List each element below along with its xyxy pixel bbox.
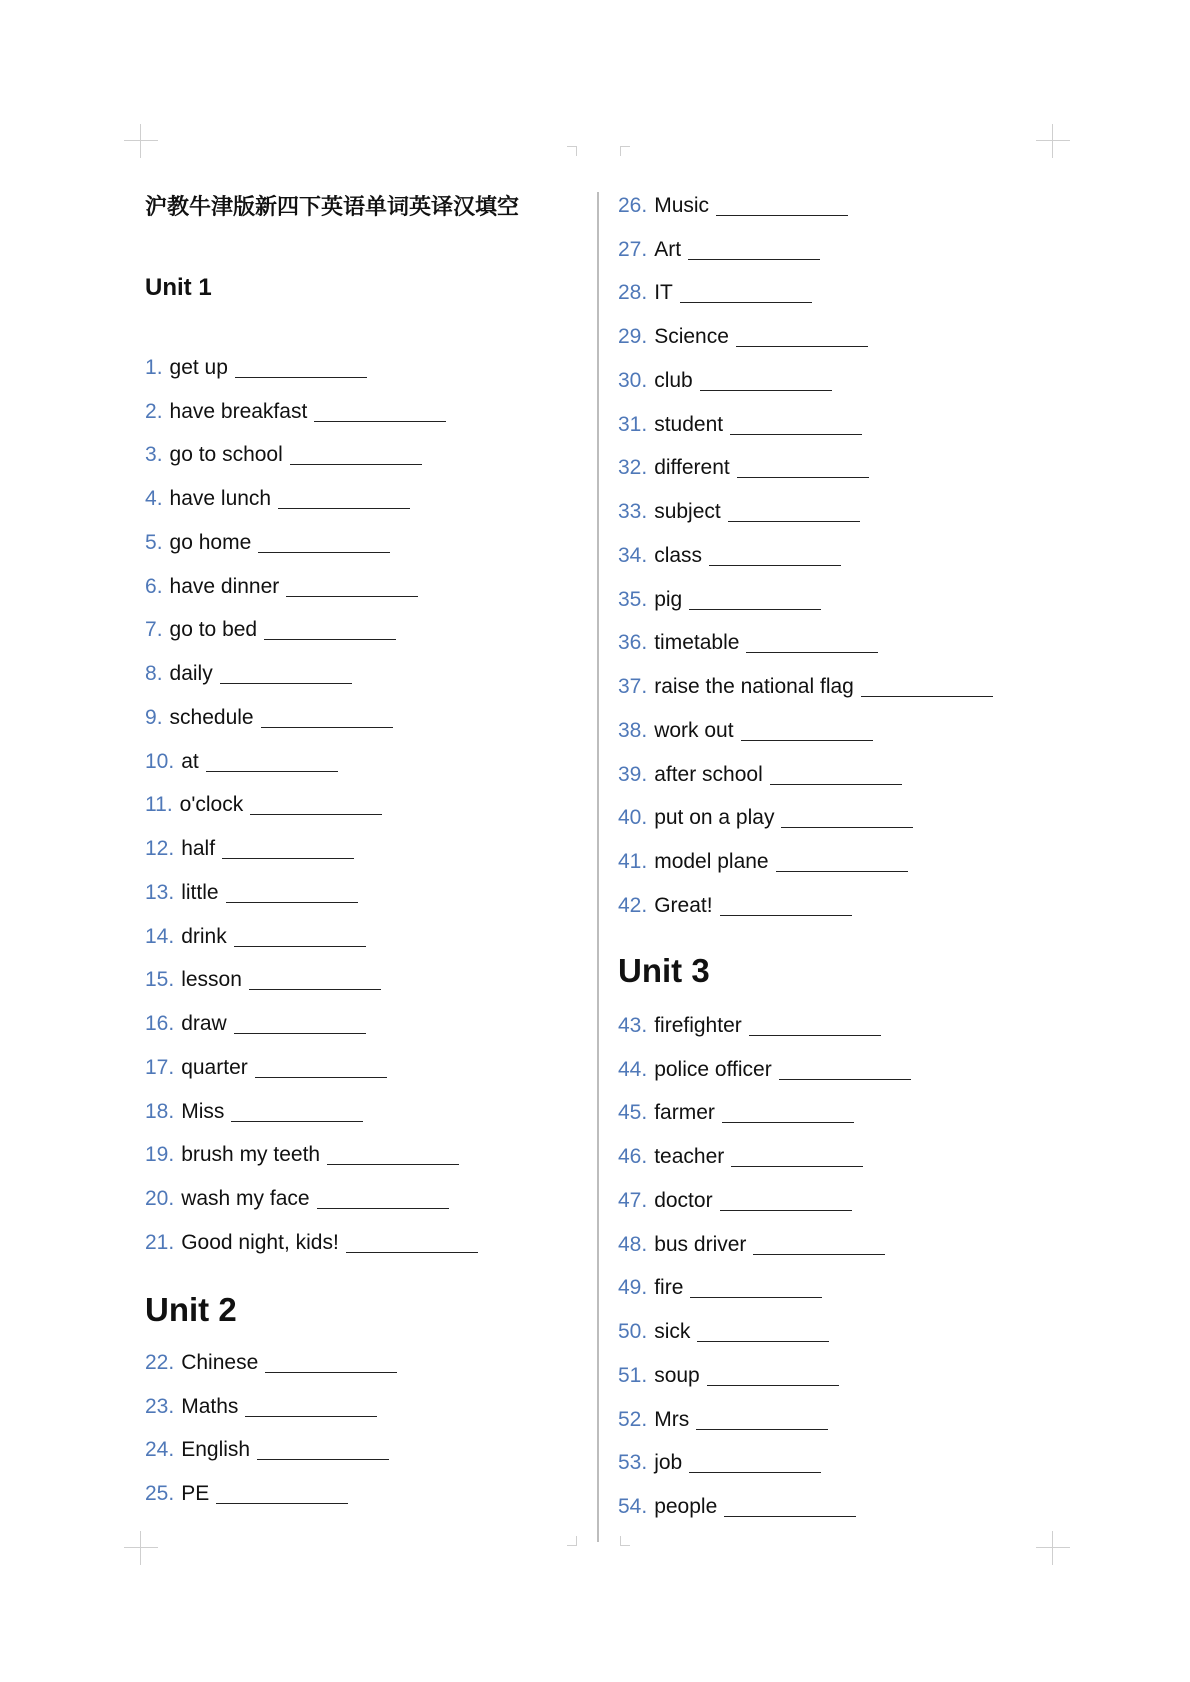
item-number: 21 (145, 1230, 169, 1254)
answer-blank[interactable] (779, 1060, 911, 1080)
vocab-word: Maths (181, 1394, 239, 1418)
item-number: 23 (145, 1394, 169, 1418)
item-number-dot: . (641, 762, 648, 786)
item-number: 2 (145, 399, 157, 423)
vocab-word: lesson (181, 968, 242, 992)
answer-blank[interactable] (697, 1322, 829, 1342)
vocab-item (618, 1442, 911, 1486)
vocab-word: half (181, 837, 216, 861)
vocab-item (145, 827, 478, 871)
item-number-dot: . (641, 456, 648, 480)
vocab-item (145, 1177, 478, 1221)
crop-mark-bottom-right (1036, 1531, 1070, 1565)
answer-blank[interactable] (226, 883, 358, 903)
answer-blank[interactable] (781, 808, 913, 828)
item-number-dot: . (641, 893, 648, 917)
item-number-dot: . (641, 1188, 648, 1212)
answer-blank[interactable] (265, 1353, 397, 1373)
item-number: 27 (618, 237, 642, 261)
vocab-word: bus driver (654, 1232, 747, 1256)
item-number: 26 (618, 193, 642, 217)
answer-blank[interactable] (688, 240, 820, 260)
vocab-item (618, 797, 993, 841)
answer-blank[interactable] (278, 489, 410, 509)
item-number-dot: . (641, 237, 648, 261)
vocab-word: different (654, 456, 730, 480)
vocab-word: put on a play (654, 806, 775, 830)
item-number: 42 (618, 893, 642, 917)
answer-blank[interactable] (770, 765, 902, 785)
vocab-word: have dinner (169, 574, 280, 598)
answer-blank[interactable] (776, 852, 908, 872)
vocab-word: fire (654, 1276, 684, 1300)
answer-blank[interactable] (234, 1014, 366, 1034)
item-number: 4 (145, 487, 157, 511)
item-number: 51 (618, 1363, 642, 1387)
vocab-item (145, 740, 478, 784)
vocab-item (618, 840, 993, 884)
vocab-word: quarter (181, 1055, 248, 1079)
vocab-item (145, 959, 478, 1003)
answer-blank[interactable] (245, 1397, 377, 1417)
unit-1-heading: Unit 1 (145, 274, 212, 301)
item-number-dot: . (168, 1012, 175, 1036)
item-number-dot: . (168, 924, 175, 948)
vocab-word: daily (169, 662, 213, 686)
vocab-word: IT (654, 281, 673, 305)
item-number: 11 (145, 793, 167, 817)
item-number: 45 (618, 1101, 642, 1125)
vocab-word: doctor (654, 1188, 713, 1212)
item-number-dot: . (641, 1145, 648, 1169)
item-number: 8 (145, 662, 157, 686)
answer-blank[interactable] (290, 445, 422, 465)
answer-blank[interactable] (753, 1235, 885, 1255)
vocab-item (618, 1223, 911, 1267)
answer-blank[interactable] (255, 1058, 387, 1078)
unit-2-heading: Unit 2 (145, 1291, 237, 1328)
item-number-dot: . (168, 1482, 175, 1506)
item-number-dot: . (168, 968, 175, 992)
item-number: 36 (618, 631, 642, 655)
item-number-dot: . (641, 718, 648, 742)
vocab-item (618, 403, 993, 447)
vocab-item (618, 578, 993, 622)
item-number: 44 (618, 1057, 642, 1081)
answer-blank[interactable] (731, 1147, 863, 1167)
unit-2-word-list-left (145, 1341, 397, 1516)
item-number-dot: . (641, 412, 648, 436)
item-number-dot: . (156, 662, 163, 686)
answer-blank[interactable] (680, 283, 812, 303)
item-number: 39 (618, 762, 642, 786)
vocab-item (618, 490, 993, 534)
answer-blank[interactable] (861, 677, 993, 697)
item-number-dot: . (641, 1101, 648, 1125)
item-number: 31 (618, 412, 642, 436)
answer-blank[interactable] (724, 1497, 856, 1517)
item-number: 34 (618, 543, 642, 567)
item-number: 33 (618, 500, 642, 524)
item-number: 14 (145, 924, 169, 948)
item-number: 49 (618, 1276, 642, 1300)
answer-blank[interactable] (746, 633, 878, 653)
vocab-item (145, 1221, 478, 1265)
vocab-item (145, 915, 478, 959)
vocab-item (618, 884, 993, 928)
vocab-word: Miss (181, 1099, 225, 1123)
vocab-word: Good night, kids! (181, 1230, 339, 1254)
vocab-item (145, 1046, 478, 1090)
item-number: 15 (145, 968, 169, 992)
answer-blank[interactable] (206, 752, 338, 772)
item-number: 37 (618, 675, 642, 699)
item-number-dot: . (156, 574, 163, 598)
vocab-word: have breakfast (169, 399, 308, 423)
vocab-item (145, 1134, 478, 1178)
vocab-word: PE (181, 1482, 210, 1506)
vocab-item (145, 565, 478, 609)
item-number-dot: . (641, 325, 648, 349)
item-number-dot: . (641, 806, 648, 830)
vocab-word: Science (654, 325, 729, 349)
item-number-dot: . (641, 631, 648, 655)
vocab-word: people (654, 1495, 718, 1519)
item-number: 40 (618, 806, 642, 830)
vocab-word: teacher (654, 1145, 725, 1169)
unit-3-heading: Unit 3 (618, 952, 710, 989)
vocab-word: Art (654, 237, 682, 261)
item-number-dot: . (168, 837, 175, 861)
vocab-item (618, 622, 993, 666)
vocab-word: police officer (654, 1057, 772, 1081)
vocab-item (618, 184, 993, 228)
answer-blank[interactable] (257, 1440, 389, 1460)
item-number: 6 (145, 574, 157, 598)
vocab-item (145, 1429, 397, 1473)
item-number: 28 (618, 281, 642, 305)
vocab-word: Chinese (181, 1350, 259, 1374)
item-number-dot: . (641, 368, 648, 392)
answer-blank[interactable] (231, 1102, 363, 1122)
vocab-word: sick (654, 1320, 691, 1344)
item-number-dot: . (641, 1232, 648, 1256)
answer-blank[interactable] (234, 927, 366, 947)
item-number-dot: . (641, 1451, 648, 1475)
vocab-word: Music (654, 193, 710, 217)
item-number: 30 (618, 368, 642, 392)
item-number: 47 (618, 1188, 642, 1212)
vocab-word: raise the national flag (654, 675, 854, 699)
vocab-word: soup (654, 1363, 700, 1387)
vocab-item (145, 652, 478, 696)
item-number: 3 (145, 443, 157, 467)
item-number: 32 (618, 456, 642, 480)
item-number-dot: . (168, 1187, 175, 1211)
answer-blank[interactable] (700, 371, 832, 391)
item-number-dot: . (168, 1099, 175, 1123)
vocab-word: work out (654, 718, 734, 742)
answer-blank[interactable] (216, 1484, 348, 1504)
vocab-item (145, 390, 478, 434)
vocab-item (145, 784, 478, 828)
vocab-word: subject (654, 500, 721, 524)
vocab-word: little (181, 880, 219, 904)
item-number: 41 (618, 850, 642, 874)
item-number: 24 (145, 1438, 169, 1462)
column-corner-mark (567, 1536, 577, 1546)
item-number-dot: . (641, 543, 648, 567)
vocab-word: Mrs (654, 1407, 690, 1431)
item-number-dot: . (168, 1394, 175, 1418)
item-number: 13 (145, 880, 169, 904)
item-number: 35 (618, 587, 642, 611)
vocab-word: o'clock (179, 793, 244, 817)
vocab-word: after school (654, 762, 763, 786)
vocab-word: student (654, 412, 724, 436)
vocab-item (618, 665, 993, 709)
item-number-dot: . (156, 355, 163, 379)
vocab-word: job (654, 1451, 683, 1475)
vocab-item (145, 521, 478, 565)
item-number-dot: . (641, 193, 648, 217)
vocab-item (145, 1002, 478, 1046)
vocab-word: have lunch (169, 487, 272, 511)
item-number-dot: . (641, 850, 648, 874)
answer-blank[interactable] (235, 358, 367, 378)
vocab-word: pig (654, 587, 683, 611)
item-number-dot: . (641, 587, 648, 611)
item-number-dot: . (156, 443, 163, 467)
item-number-dot: . (166, 793, 173, 817)
vocab-item (145, 1090, 478, 1134)
item-number-dot: . (641, 1495, 648, 1519)
vocab-item (145, 1341, 397, 1385)
vocab-item (618, 1048, 911, 1092)
vocab-item (618, 1135, 911, 1179)
item-number-dot: . (156, 399, 163, 423)
item-number-dot: . (168, 1438, 175, 1462)
answer-blank[interactable] (250, 795, 382, 815)
vocab-item (145, 1385, 397, 1429)
item-number-dot: . (641, 1320, 648, 1344)
vocab-item (618, 228, 993, 272)
item-number-dot: . (641, 281, 648, 305)
answer-blank[interactable] (720, 896, 852, 916)
item-number: 25 (145, 1482, 169, 1506)
crop-mark-top-left (124, 124, 158, 158)
answer-blank[interactable] (317, 1189, 449, 1209)
vocab-word: at (181, 749, 199, 773)
answer-blank[interactable] (264, 620, 396, 640)
vocab-item (618, 1398, 911, 1442)
answer-blank[interactable] (696, 1410, 828, 1430)
column-corner-mark (620, 1536, 630, 1546)
vocab-item (145, 434, 478, 478)
answer-blank[interactable] (314, 402, 446, 422)
answer-blank[interactable] (261, 708, 393, 728)
item-number-dot: . (641, 675, 648, 699)
vocab-item (618, 1310, 911, 1354)
answer-blank[interactable] (737, 458, 869, 478)
column-divider (597, 192, 599, 1542)
vocab-word: firefighter (654, 1013, 742, 1037)
vocab-item (618, 534, 993, 578)
vocab-item (145, 1472, 397, 1516)
column-corner-mark (620, 146, 630, 156)
item-number: 52 (618, 1407, 642, 1431)
answer-blank[interactable] (689, 590, 821, 610)
answer-blank[interactable] (722, 1103, 854, 1123)
vocab-item (145, 346, 478, 390)
vocab-item (618, 709, 993, 753)
item-number: 43 (618, 1013, 642, 1037)
answer-blank[interactable] (716, 196, 848, 216)
vocab-word: English (181, 1438, 251, 1462)
vocab-word: wash my face (181, 1187, 310, 1211)
vocab-word: draw (181, 1012, 227, 1036)
item-number-dot: . (168, 1055, 175, 1079)
vocab-item (145, 477, 478, 521)
answer-blank[interactable] (728, 502, 860, 522)
item-number: 10 (145, 749, 169, 773)
unit-2-word-list-right (618, 184, 993, 928)
answer-blank[interactable] (258, 533, 390, 553)
answer-blank[interactable] (749, 1016, 881, 1036)
item-number-dot: . (641, 1407, 648, 1431)
item-number-dot: . (156, 530, 163, 554)
vocab-item (145, 871, 478, 915)
item-number-dot: . (641, 1013, 648, 1037)
item-number-dot: . (168, 1143, 175, 1167)
answer-blank[interactable] (220, 664, 352, 684)
item-number: 50 (618, 1320, 642, 1344)
item-number-dot: . (641, 1057, 648, 1081)
answer-blank[interactable] (286, 577, 418, 597)
item-number-dot: . (168, 749, 175, 773)
vocab-word: farmer (654, 1101, 715, 1125)
item-number: 7 (145, 618, 157, 642)
item-number: 16 (145, 1012, 169, 1036)
vocab-word: go home (169, 530, 252, 554)
crop-mark-bottom-left (124, 1531, 158, 1565)
answer-blank[interactable] (346, 1233, 478, 1253)
item-number: 1 (145, 355, 157, 379)
item-number: 20 (145, 1187, 169, 1211)
item-number-dot: . (156, 487, 163, 511)
item-number: 46 (618, 1145, 642, 1169)
vocab-word: schedule (169, 705, 254, 729)
answer-blank[interactable] (709, 546, 841, 566)
vocab-item (618, 359, 993, 403)
item-number: 48 (618, 1232, 642, 1256)
item-number: 12 (145, 837, 169, 861)
vocab-item (618, 272, 993, 316)
item-number: 29 (618, 325, 642, 349)
crop-mark-top-right (1036, 124, 1070, 158)
vocab-item (618, 447, 993, 491)
unit-1-word-list (145, 346, 478, 1265)
answer-blank[interactable] (222, 839, 354, 859)
answer-blank[interactable] (736, 327, 868, 347)
answer-blank[interactable] (707, 1366, 839, 1386)
vocab-word: go to school (169, 443, 283, 467)
vocab-word: get up (169, 355, 228, 379)
item-number: 17 (145, 1055, 169, 1079)
page-title: 沪教牛津版新四下英语单词英译汉填空 (145, 194, 520, 220)
vocab-item (618, 1267, 911, 1311)
answer-blank[interactable] (249, 970, 381, 990)
vocab-word: Great! (654, 893, 713, 917)
answer-blank[interactable] (720, 1191, 852, 1211)
vocab-word: model plane (654, 850, 769, 874)
item-number-dot: . (156, 705, 163, 729)
vocab-word: class (654, 543, 703, 567)
vocab-item (618, 1004, 911, 1048)
vocab-item (618, 1485, 911, 1529)
column-corner-mark (567, 146, 577, 156)
vocab-item (145, 609, 478, 653)
vocab-word: drink (181, 924, 227, 948)
unit-3-word-list (618, 1004, 911, 1529)
vocab-item (618, 1092, 911, 1136)
item-number-dot: . (168, 880, 175, 904)
answer-blank[interactable] (327, 1145, 459, 1165)
answer-blank[interactable] (730, 415, 862, 435)
item-number: 38 (618, 718, 642, 742)
item-number-dot: . (168, 1350, 175, 1374)
item-number: 18 (145, 1099, 169, 1123)
item-number-dot: . (168, 1230, 175, 1254)
vocab-word: club (654, 368, 693, 392)
item-number-dot: . (641, 500, 648, 524)
vocab-word: brush my teeth (181, 1143, 321, 1167)
vocab-word: go to bed (169, 618, 258, 642)
vocab-item (618, 315, 993, 359)
item-number-dot: . (641, 1276, 648, 1300)
item-number: 53 (618, 1451, 642, 1475)
vocab-word: timetable (654, 631, 740, 655)
item-number: 54 (618, 1495, 642, 1519)
answer-blank[interactable] (689, 1453, 821, 1473)
item-number-dot: . (641, 1363, 648, 1387)
item-number: 22 (145, 1350, 169, 1374)
vocab-item (618, 753, 993, 797)
vocab-item (618, 1354, 911, 1398)
item-number: 19 (145, 1143, 169, 1167)
item-number-dot: . (156, 618, 163, 642)
answer-blank[interactable] (690, 1278, 822, 1298)
answer-blank[interactable] (741, 721, 873, 741)
vocab-item (618, 1179, 911, 1223)
item-number: 9 (145, 705, 157, 729)
vocab-item (145, 696, 478, 740)
item-number: 5 (145, 530, 157, 554)
